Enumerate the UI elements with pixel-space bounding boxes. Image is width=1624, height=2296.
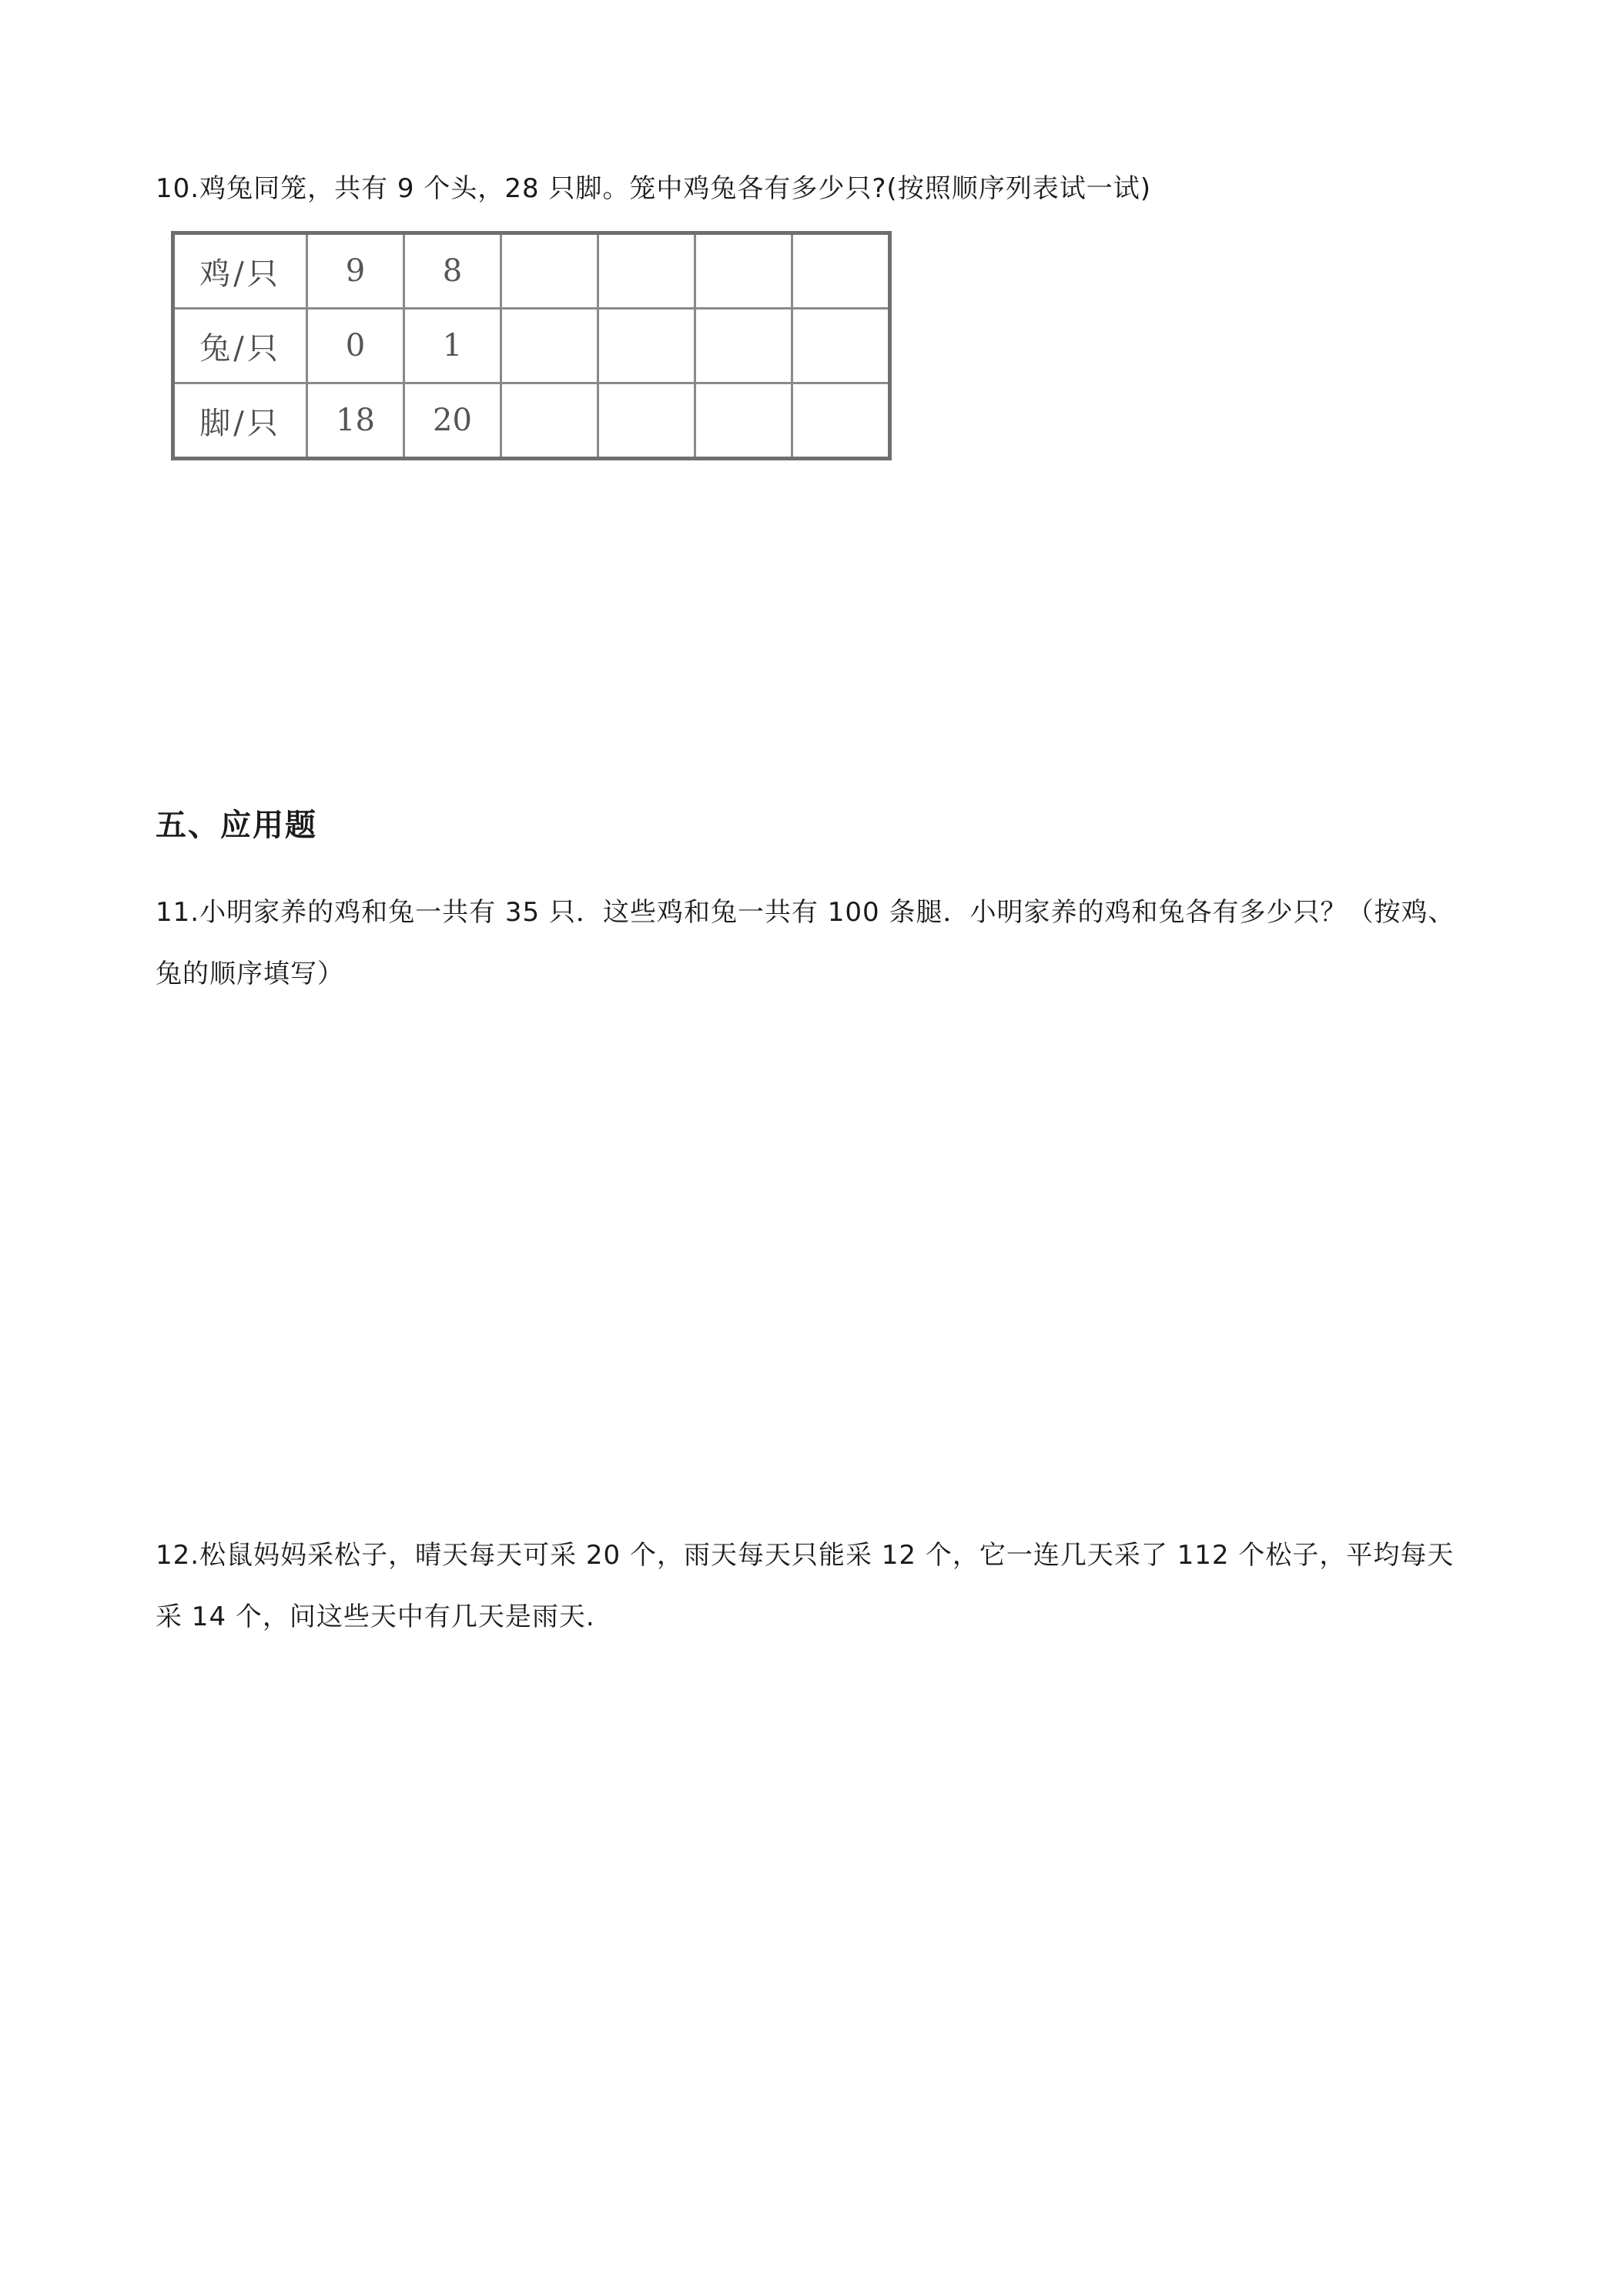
chicken-rabbit-table	[171, 231, 892, 460]
table-cell	[501, 309, 598, 383]
table-cell	[598, 309, 695, 383]
table-cell	[792, 309, 890, 383]
table-cell	[792, 233, 890, 309]
table-cell	[501, 233, 598, 309]
table-cell	[598, 383, 695, 459]
table-cell	[695, 383, 792, 459]
table-cell: 8	[404, 233, 501, 309]
table-cell	[792, 383, 890, 459]
question-12-text: 12.松鼠妈妈采松子，晴天每天可采 20 个，雨天每天只能采 12 个，它一连几天采了 112 个松子，平均每天采 14 个，问这些天中有几天是雨天.	[156, 1540, 1455, 1632]
table-cell: 1	[404, 309, 501, 383]
table-cell: 0	[307, 309, 404, 383]
question-11-text: 11.小明家养的鸡和兔一共有 35 只．这些鸡和兔一共有 100 条腿．小明家养的鸡和兔各有多少只？（按鸡、兔的顺序填写）	[156, 897, 1455, 989]
table-row-chicken	[173, 233, 890, 309]
chicken-rabbit-table-wrap	[171, 231, 892, 460]
table-row-rabbit	[173, 309, 890, 383]
table-cell	[695, 309, 792, 383]
row-label-chicken: 鸡/只	[173, 233, 307, 309]
table-cell	[598, 233, 695, 309]
table-cell	[501, 383, 598, 459]
table-cell: 18	[307, 383, 404, 459]
row-label-rabbit: 兔/只	[173, 309, 307, 383]
question-10-text: 10.鸡兔同笼，共有 9 个头，28 只脚。笼中鸡兔各有多少只?(按照顺序列表试一试)	[156, 173, 1151, 204]
row-label-feet: 脚/只	[173, 383, 307, 459]
table-cell: 20	[404, 383, 501, 459]
table-row-feet	[173, 383, 890, 459]
section-5-heading: 五、应用题	[156, 808, 317, 843]
table-cell: 9	[307, 233, 404, 309]
table-cell	[695, 233, 792, 309]
